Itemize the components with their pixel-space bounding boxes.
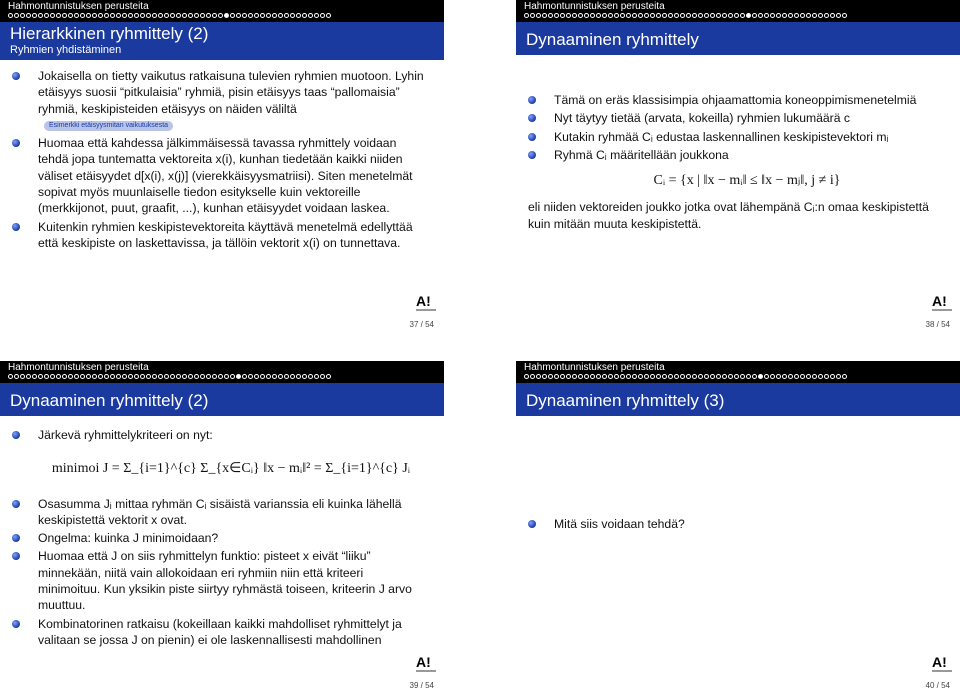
nav-dot[interactable] xyxy=(728,374,733,379)
nav-dot[interactable] xyxy=(122,374,127,379)
nav-dot[interactable] xyxy=(680,374,685,379)
nav-dot[interactable] xyxy=(824,13,829,18)
nav-dot[interactable] xyxy=(776,13,781,18)
nav-dot[interactable] xyxy=(296,374,301,379)
nav-dot[interactable] xyxy=(302,374,307,379)
nav-dot[interactable] xyxy=(668,374,673,379)
nav-dot[interactable] xyxy=(656,374,661,379)
nav-dot[interactable] xyxy=(86,13,91,18)
nav-dot[interactable] xyxy=(746,13,751,18)
nav-dot[interactable] xyxy=(146,13,151,18)
nav-dot[interactable] xyxy=(638,13,643,18)
nav-dot[interactable] xyxy=(668,13,673,18)
nav-dot[interactable] xyxy=(542,374,547,379)
nav-dot[interactable] xyxy=(788,374,793,379)
nav-dot[interactable] xyxy=(110,374,115,379)
nav-dot[interactable] xyxy=(746,374,751,379)
nav-dot[interactable] xyxy=(176,13,181,18)
nav-dot[interactable] xyxy=(80,13,85,18)
slide-body xyxy=(38,68,424,253)
equation: minimoi J = Σ_{i=1}^{c} Σ_{x∈Cᵢ} ‖x − mᵢ‖² = Σ_{i=1}^{c} Jᵢ xyxy=(51,461,411,477)
nav-dot[interactable] xyxy=(140,374,145,379)
nav-dot[interactable] xyxy=(578,13,583,18)
nav-dot[interactable] xyxy=(68,13,73,18)
nav-dot[interactable] xyxy=(818,13,823,18)
nav-dot[interactable] xyxy=(536,374,541,379)
nav-dot[interactable] xyxy=(152,374,157,379)
nav-dot[interactable] xyxy=(764,13,769,18)
nav-dot[interactable] xyxy=(128,374,133,379)
nav-dot[interactable] xyxy=(614,374,619,379)
bullet: Huomaa että kahdessa jälkimmäisessä tavassa ryhmittely voidaan tehdä jopa tuntematta vektoreita x(i), kunhan tiedetään kaikki niiden väliset etäisyydet d[x(i), x(j)] (vierekkäisyysmatriisi). Siten menetelmät sopivat myös muunlaiselle tiedon esitykselle kuin vektoreille (merkkijonot, puut, graafit, ...), kunhan etäisyydet voidaan laskea. xyxy=(38,135,424,216)
nav-dot[interactable] xyxy=(224,374,229,379)
nav-dot[interactable] xyxy=(650,374,655,379)
nav-dot[interactable] xyxy=(734,374,739,379)
nav-dot[interactable] xyxy=(146,374,151,379)
nav-dot[interactable] xyxy=(302,13,307,18)
bullet: Kutakin ryhmää Cᵢ edustaa laskennallinen keskipistevektori mᵢ xyxy=(554,129,940,145)
nav-dot[interactable] xyxy=(218,374,223,379)
nav-dot[interactable] xyxy=(308,374,313,379)
nav-dot[interactable] xyxy=(674,374,679,379)
nav-dot[interactable] xyxy=(548,374,553,379)
nav-dot[interactable] xyxy=(800,13,805,18)
nav-dot[interactable] xyxy=(830,374,835,379)
nav-dot[interactable] xyxy=(32,374,37,379)
slide-title: Hierarkkinen ryhmittely (2) xyxy=(10,24,209,43)
nav-dot[interactable] xyxy=(818,374,823,379)
nav-dot[interactable] xyxy=(266,13,271,18)
nav-dot[interactable] xyxy=(194,13,199,18)
nav-dot[interactable] xyxy=(104,13,109,18)
nav-dot[interactable] xyxy=(128,13,133,18)
page-number: 38 / 54 xyxy=(925,320,950,329)
nav-dot[interactable] xyxy=(614,13,619,18)
bullet: Nyt täytyy tietää (arvata, kokeilla) ryhmien lukumäärä c xyxy=(554,110,940,126)
bullet: Mitä siis voidaan tehdä? xyxy=(554,516,940,532)
bullet: Kuitenkin ryhmien keskipistevektoreita käyttävä menetelmä edellyttää että keskipiste on laskettavissa, ja tällöin vektorit x(i) on tunnettava. xyxy=(38,219,424,252)
nav-dot[interactable] xyxy=(812,13,817,18)
paragraph: eli niiden vektoreiden joukko jotka ovat lähempänä Cᵢ:n omaa keskipistettä kuin mitään muuta keskipistettä. xyxy=(528,200,929,231)
nav-dot[interactable] xyxy=(236,374,241,379)
nav-dot[interactable] xyxy=(38,374,43,379)
nav-dot[interactable] xyxy=(278,374,283,379)
nav-dot[interactable] xyxy=(644,13,649,18)
equation: Cᵢ = {x | ‖x − mᵢ‖ ≤ ‖x − mⱼ‖, j ≠ i} xyxy=(653,173,841,189)
nav-dot[interactable] xyxy=(278,13,283,18)
nav-dot[interactable] xyxy=(152,13,157,18)
nav-dot[interactable] xyxy=(116,374,121,379)
nav-dot[interactable] xyxy=(566,13,571,18)
slide-body xyxy=(554,516,940,534)
nav-dot[interactable] xyxy=(584,13,589,18)
nav-dot[interactable] xyxy=(554,374,559,379)
nav-dot[interactable] xyxy=(560,13,565,18)
nav-dot[interactable] xyxy=(542,13,547,18)
nav-dot[interactable] xyxy=(836,13,841,18)
nav-dot[interactable] xyxy=(230,13,235,18)
nav-dot[interactable] xyxy=(680,13,685,18)
nav-dot[interactable] xyxy=(572,13,577,18)
nav-dot[interactable] xyxy=(548,13,553,18)
nav-dot[interactable] xyxy=(158,13,163,18)
nav-dot[interactable] xyxy=(734,13,739,18)
bullet: Ryhmä Cᵢ määritellään joukkona xyxy=(554,147,940,163)
nav-dot[interactable] xyxy=(254,374,259,379)
nav-dots[interactable] xyxy=(524,374,847,380)
nav-dot[interactable] xyxy=(44,13,49,18)
nav-dot[interactable] xyxy=(554,13,559,18)
nav-dot[interactable] xyxy=(296,13,301,18)
nav-dot[interactable] xyxy=(194,374,199,379)
nav-dot[interactable] xyxy=(74,13,79,18)
nav-dot[interactable] xyxy=(632,374,637,379)
nav-dots[interactable] xyxy=(8,374,331,380)
nav-dot[interactable] xyxy=(530,13,535,18)
nav-dot[interactable] xyxy=(710,374,715,379)
nav-dot[interactable] xyxy=(98,13,103,18)
nav-dot[interactable] xyxy=(56,13,61,18)
nav-dot[interactable] xyxy=(272,374,277,379)
title-band xyxy=(0,383,444,416)
nav-dot[interactable] xyxy=(782,13,787,18)
nav-dot[interactable] xyxy=(218,13,223,18)
nav-dot[interactable] xyxy=(722,374,727,379)
nav-dot[interactable] xyxy=(560,374,565,379)
nav-dot[interactable] xyxy=(608,374,613,379)
nav-dot[interactable] xyxy=(626,374,631,379)
nav-dot[interactable] xyxy=(566,374,571,379)
nav-dot[interactable] xyxy=(260,13,265,18)
nav-dot[interactable] xyxy=(656,13,661,18)
nav-dot[interactable] xyxy=(140,13,145,18)
nav-dot[interactable] xyxy=(752,374,757,379)
nav-dot[interactable] xyxy=(266,374,271,379)
aalto-logo: A! xyxy=(932,655,952,672)
slide-body xyxy=(38,427,424,650)
nav-dot[interactable] xyxy=(536,13,541,18)
nav-dot[interactable] xyxy=(74,374,79,379)
nav-dot[interactable] xyxy=(314,374,319,379)
nav-dot[interactable] xyxy=(44,374,49,379)
nav-dot[interactable] xyxy=(758,13,763,18)
nav-dot[interactable] xyxy=(602,374,607,379)
nav-dot[interactable] xyxy=(50,13,55,18)
slide-39 xyxy=(0,361,444,694)
nav-dot[interactable] xyxy=(740,13,745,18)
nav-dot[interactable] xyxy=(788,13,793,18)
nav-dot[interactable] xyxy=(602,13,607,18)
nav-dot[interactable] xyxy=(170,13,175,18)
nav-dot[interactable] xyxy=(698,13,703,18)
nav-dot[interactable] xyxy=(188,374,193,379)
slide-title: Dynaaminen ryhmittely (3) xyxy=(526,391,725,410)
nav-dot[interactable] xyxy=(578,374,583,379)
slide-header xyxy=(516,0,960,22)
slide-header xyxy=(516,361,960,383)
nav-dot[interactable] xyxy=(608,13,613,18)
nav-dot[interactable] xyxy=(842,374,847,379)
nav-dot[interactable] xyxy=(134,13,139,18)
nav-dot[interactable] xyxy=(80,374,85,379)
nav-dot[interactable] xyxy=(650,13,655,18)
nav-dot[interactable] xyxy=(164,374,169,379)
nav-dot[interactable] xyxy=(686,13,691,18)
nav-dot[interactable] xyxy=(620,13,625,18)
bullet: Järkevä ryhmittelykriteeri on nyt: xyxy=(38,427,424,443)
nav-dot[interactable] xyxy=(728,13,733,18)
nav-dot[interactable] xyxy=(242,374,247,379)
nav-dot[interactable] xyxy=(236,13,241,18)
nav-dot[interactable] xyxy=(32,13,37,18)
nav-dot[interactable] xyxy=(698,374,703,379)
nav-dot[interactable] xyxy=(626,13,631,18)
nav-dot[interactable] xyxy=(704,13,709,18)
nav-dot[interactable] xyxy=(224,13,229,18)
nav-dot[interactable] xyxy=(68,374,73,379)
nav-dot[interactable] xyxy=(14,374,19,379)
nav-dot[interactable] xyxy=(284,374,289,379)
nav-dot[interactable] xyxy=(620,374,625,379)
nav-dot[interactable] xyxy=(20,374,25,379)
nav-dot[interactable] xyxy=(62,374,67,379)
nav-dot[interactable] xyxy=(86,374,91,379)
nav-dot[interactable] xyxy=(182,374,187,379)
slide-37 xyxy=(0,0,444,333)
title-band xyxy=(516,22,960,55)
nav-dot[interactable] xyxy=(794,13,799,18)
nav-dot[interactable] xyxy=(230,374,235,379)
nav-dot[interactable] xyxy=(92,13,97,18)
header-title: Hahmontunnistuksen perusteita xyxy=(524,362,665,373)
slide-40 xyxy=(516,361,960,694)
header-title: Hahmontunnistuksen perusteita xyxy=(524,1,665,12)
nav-dot[interactable] xyxy=(110,13,115,18)
header-title: Hahmontunnistuksen perusteita xyxy=(8,1,149,12)
nav-dot[interactable] xyxy=(776,374,781,379)
nav-dot[interactable] xyxy=(290,13,295,18)
nav-dot[interactable] xyxy=(56,374,61,379)
nav-dot[interactable] xyxy=(740,374,745,379)
header-title: Hahmontunnistuksen perusteita xyxy=(8,362,149,373)
nav-dot[interactable] xyxy=(212,374,217,379)
nav-dot[interactable] xyxy=(596,13,601,18)
aalto-logo: A! xyxy=(416,655,436,672)
slide-header xyxy=(0,0,444,22)
nav-dot[interactable] xyxy=(290,374,295,379)
aalto-logo: A! xyxy=(932,294,952,311)
slide-header xyxy=(0,361,444,383)
nav-dot[interactable] xyxy=(764,374,769,379)
nav-dot[interactable] xyxy=(590,374,595,379)
nav-dot[interactable] xyxy=(242,13,247,18)
nav-dot[interactable] xyxy=(314,13,319,18)
nav-dot[interactable] xyxy=(644,374,649,379)
nav-dot[interactable] xyxy=(248,374,253,379)
nav-dot[interactable] xyxy=(824,374,829,379)
nav-dot[interactable] xyxy=(122,13,127,18)
nav-dot[interactable] xyxy=(8,13,13,18)
nav-dot[interactable] xyxy=(20,13,25,18)
nav-dot[interactable] xyxy=(272,13,277,18)
nav-dot[interactable] xyxy=(770,374,775,379)
nav-dot[interactable] xyxy=(182,13,187,18)
nav-dot[interactable] xyxy=(164,13,169,18)
title-band xyxy=(0,22,444,60)
nav-dot[interactable] xyxy=(116,13,121,18)
nav-dot[interactable] xyxy=(188,13,193,18)
nav-dot[interactable] xyxy=(830,13,835,18)
nav-dot[interactable] xyxy=(134,374,139,379)
bullet: Jokaisella on tietty vaikutus ratkaisuna tulevien ryhmien muotoon. Lyhin etäisyys suosii “pitkulaisia” ryhmiä, pisin etäisyys taas “pallomaisia” ryhmiä, keskipisteiden etäisyys on näiden väliltä Esimerkki etäisyysmitan vaikutuksesta xyxy=(38,68,424,133)
nav-dot[interactable] xyxy=(212,13,217,18)
nav-dot[interactable] xyxy=(206,13,211,18)
bullet: Osasumma Jᵢ mittaa ryhmän Cᵢ sisäistä varianssia eli kuinka lähellä keskipistettä vektorit x ovat. xyxy=(38,496,424,529)
nav-dot[interactable] xyxy=(530,374,535,379)
nav-dot[interactable] xyxy=(836,374,841,379)
nav-dot[interactable] xyxy=(638,374,643,379)
nav-dot[interactable] xyxy=(14,13,19,18)
nav-dot[interactable] xyxy=(710,13,715,18)
nav-dot[interactable] xyxy=(248,13,253,18)
page-number: 40 / 54 xyxy=(925,681,950,690)
nav-dot[interactable] xyxy=(596,374,601,379)
nav-dot[interactable] xyxy=(686,374,691,379)
nav-dot[interactable] xyxy=(308,13,313,18)
nav-dot[interactable] xyxy=(674,13,679,18)
nav-dot[interactable] xyxy=(794,374,799,379)
aalto-logo: A! xyxy=(416,294,436,311)
nav-dot[interactable] xyxy=(716,13,721,18)
nav-dot[interactable] xyxy=(8,374,13,379)
nav-dot[interactable] xyxy=(200,13,205,18)
page-number: 39 / 54 xyxy=(409,681,434,690)
nav-dot[interactable] xyxy=(722,13,727,18)
nav-dot[interactable] xyxy=(26,374,31,379)
nav-dot[interactable] xyxy=(758,374,763,379)
nav-dot[interactable] xyxy=(572,374,577,379)
nav-dot[interactable] xyxy=(584,374,589,379)
example-link-button[interactable]: Esimerkki etäisyysmitan vaikutuksesta xyxy=(44,121,173,131)
bullet: Kombinatorinen ratkaisu (kokeillaan kaikki mahdolliset ryhmittelyt ja valitaan se jossa J on pienin) ei ole laskennallisesti mahdollinen xyxy=(38,616,424,649)
nav-dot[interactable] xyxy=(692,374,697,379)
nav-dot[interactable] xyxy=(98,374,103,379)
nav-dot[interactable] xyxy=(806,374,811,379)
nav-dot[interactable] xyxy=(704,374,709,379)
nav-dot[interactable] xyxy=(38,13,43,18)
title-band xyxy=(516,383,960,416)
nav-dot[interactable] xyxy=(782,374,787,379)
nav-dot[interactable] xyxy=(176,374,181,379)
nav-dot[interactable] xyxy=(842,13,847,18)
nav-dot[interactable] xyxy=(524,374,529,379)
nav-dots[interactable] xyxy=(8,13,331,19)
slide-subtitle: Ryhmien yhdistäminen xyxy=(10,44,122,56)
nav-dot[interactable] xyxy=(812,374,817,379)
nav-dot[interactable] xyxy=(284,13,289,18)
nav-dots[interactable] xyxy=(524,13,847,19)
page-number: 37 / 54 xyxy=(409,320,434,329)
nav-dot[interactable] xyxy=(254,13,259,18)
nav-dot[interactable] xyxy=(158,374,163,379)
nav-dot[interactable] xyxy=(662,13,667,18)
nav-dot[interactable] xyxy=(326,374,331,379)
nav-dot[interactable] xyxy=(170,374,175,379)
slide-body xyxy=(528,92,940,232)
nav-dot[interactable] xyxy=(692,13,697,18)
slide-title: Dynaaminen ryhmittely (2) xyxy=(10,391,209,410)
nav-dot[interactable] xyxy=(92,374,97,379)
nav-dot[interactable] xyxy=(770,13,775,18)
bullet: Tämä on eräs klassisimpia ohjaamattomia koneoppimismenetelmiä xyxy=(554,92,940,108)
nav-dot[interactable] xyxy=(590,13,595,18)
nav-dot[interactable] xyxy=(104,374,109,379)
nav-dot[interactable] xyxy=(62,13,67,18)
nav-dot[interactable] xyxy=(320,374,325,379)
slide-title: Dynaaminen ryhmittely xyxy=(526,30,699,49)
nav-dot[interactable] xyxy=(200,374,205,379)
nav-dot[interactable] xyxy=(524,13,529,18)
nav-dot[interactable] xyxy=(50,374,55,379)
nav-dot[interactable] xyxy=(806,13,811,18)
nav-dot[interactable] xyxy=(662,374,667,379)
nav-dot[interactable] xyxy=(326,13,331,18)
nav-dot[interactable] xyxy=(800,374,805,379)
nav-dot[interactable] xyxy=(260,374,265,379)
slide-38 xyxy=(516,0,960,333)
nav-dot[interactable] xyxy=(752,13,757,18)
nav-dot[interactable] xyxy=(632,13,637,18)
bullet: Huomaa että J on siis ryhmittelyn funktio: pisteet x eivät “liiku” minnekään, niitä vain allokoidaan eri ryhmiin niin että kriteeri minimoituu. Kun yksikin piste siirtyy ryhmästä toiseen, kriteerin J arvo muuttuu. xyxy=(38,548,424,613)
nav-dot[interactable] xyxy=(26,13,31,18)
nav-dot[interactable] xyxy=(320,13,325,18)
bullet: Ongelma: kuinka J minimoidaan? xyxy=(38,530,424,546)
nav-dot[interactable] xyxy=(716,374,721,379)
nav-dot[interactable] xyxy=(206,374,211,379)
